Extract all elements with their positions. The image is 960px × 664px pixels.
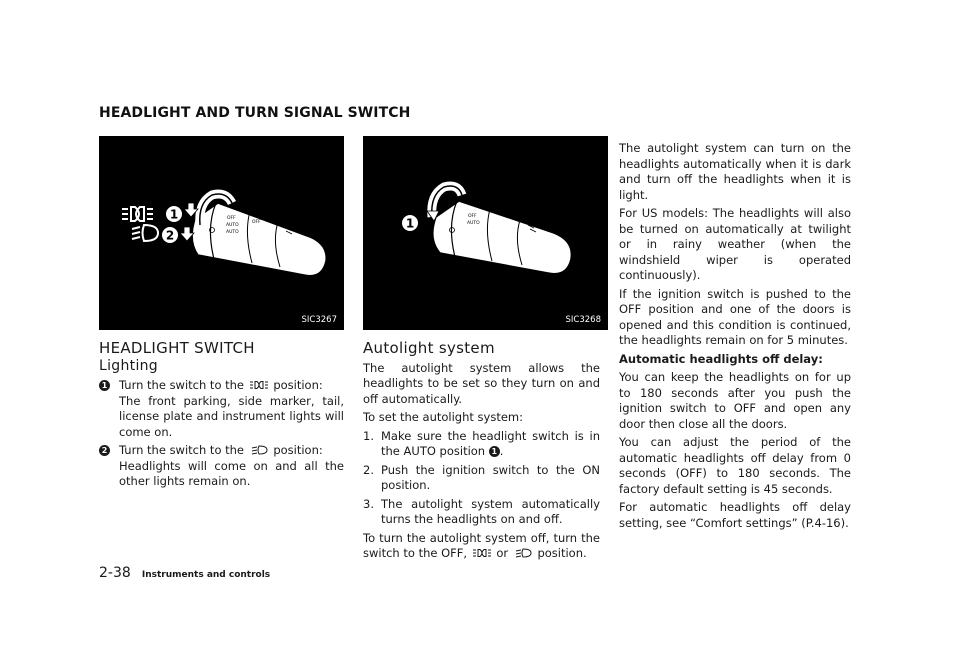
column-lighting: [99, 341, 344, 493]
svg-text:2: 2: [165, 228, 175, 243]
paragraph-4: You can keep the headlights on for up to 180 seconds after you push the ignition switch to OFF and open any door then close all the doors.: [619, 370, 851, 431]
footer-section-name: Instruments and controls: [141, 570, 271, 580]
column-autolight: [363, 341, 600, 565]
headlight-icon: [132, 225, 158, 241]
parking-lights-icon: [471, 548, 493, 558]
figure-caption: SIC3268: [565, 315, 601, 325]
heading-headlight-switch: HEADLIGHT SWITCH: [99, 339, 255, 357]
paragraph-5: You can adjust the period of the automatic headlights off delay from 0 seconds (OFF) to 180 seconds. The factory default setting is 45 seconds.: [619, 435, 851, 496]
headlight-icon: [248, 445, 270, 455]
paragraph-2: For US models: The headlights will also be turned on automatically at twilight or in rainy weather (when the windshield wiper is operated continuously).: [619, 206, 851, 282]
paragraph-1: The autolight system can turn on the headlights automatically when it is dark and turn off the headlights when it is light.: [619, 141, 851, 202]
column-autolight-details: [619, 141, 851, 534]
page-footer: [99, 562, 270, 581]
figure-headlight-switch: [99, 136, 344, 330]
autolight-off-instructions: To turn the autolight system off, turn the switch to the OFF, or position.: [363, 530, 600, 560]
callout-2: [162, 227, 178, 243]
paragraph-6: For automatic headlights off delay setting, see “Comfort settings” (P.4-16).: [619, 500, 851, 530]
stalk-label-off: OFF: [468, 214, 477, 219]
autolight-steps: [363, 429, 600, 528]
step-2: 2. Push the ignition switch to the ON position.: [363, 462, 600, 492]
callout-1: [166, 206, 182, 222]
parking-lights-icon: [122, 207, 153, 221]
headlight-icon: [512, 548, 534, 558]
item-number-badge: 1: [99, 380, 110, 391]
step-3: 3. The autolight system automatically turns the headlights on and off.: [363, 496, 600, 526]
lighting-item-1: 1 Turn the switch to the position: The front parking, side marker, tail, license plate and instrument lights will come on.: [99, 378, 344, 440]
lighting-item-1-text: The front parking, side marker, tail, license plate and instrument lights will come on.: [119, 393, 344, 439]
heading-autolight-system: Autolight system: [363, 339, 495, 357]
section-title: HEADLIGHT AND TURN SIGNAL SWITCH: [99, 105, 411, 121]
figure-caption: SIC3267: [301, 315, 337, 325]
headlight-stalk-illustration: [100, 137, 345, 331]
parking-lights-icon: [248, 380, 270, 390]
callout-1: [402, 215, 418, 231]
lighting-item-2: 2 Turn the switch to the position: Headlights will come on and all the other lights remain on.: [99, 443, 344, 490]
lighting-item-2-text: Headlights will come on and all the other lights remain on.: [119, 458, 344, 488]
stalk-label-off: OFF: [227, 216, 236, 221]
autolight-steps-intro: To set the autolight system:: [363, 410, 523, 424]
figure-autolight: [363, 136, 608, 330]
stalk-label-auto: AUTO: [226, 223, 239, 228]
subheading-lighting: Lighting: [99, 357, 158, 374]
item-number-badge: 2: [99, 445, 110, 456]
stalk-label-auto: AUTO: [467, 221, 480, 226]
callout-badge: 1: [489, 446, 500, 457]
page-number: 2-38: [99, 565, 131, 581]
stalk-label-auto-2: AUTO: [226, 230, 239, 235]
paragraph-3: If the ignition switch is pushed to the OFF position and one of the doors is opened and this condition is continued, the headlights remain on for 5 minutes.: [619, 286, 851, 347]
autolight-stalk-illustration: [364, 137, 609, 331]
step-1: 1. Make sure the headlight switch is in the AUTO position 1 .: [363, 428, 600, 458]
svg-text:1: 1: [405, 216, 415, 231]
autolight-intro: The autolight system allows the headlights to be set so they turn on and off automatically.: [363, 360, 600, 406]
svg-text:1: 1: [169, 207, 179, 222]
heading-delay: Automatic headlights off delay:: [619, 351, 823, 366]
stalk-label-off-2: OFF: [252, 220, 261, 225]
